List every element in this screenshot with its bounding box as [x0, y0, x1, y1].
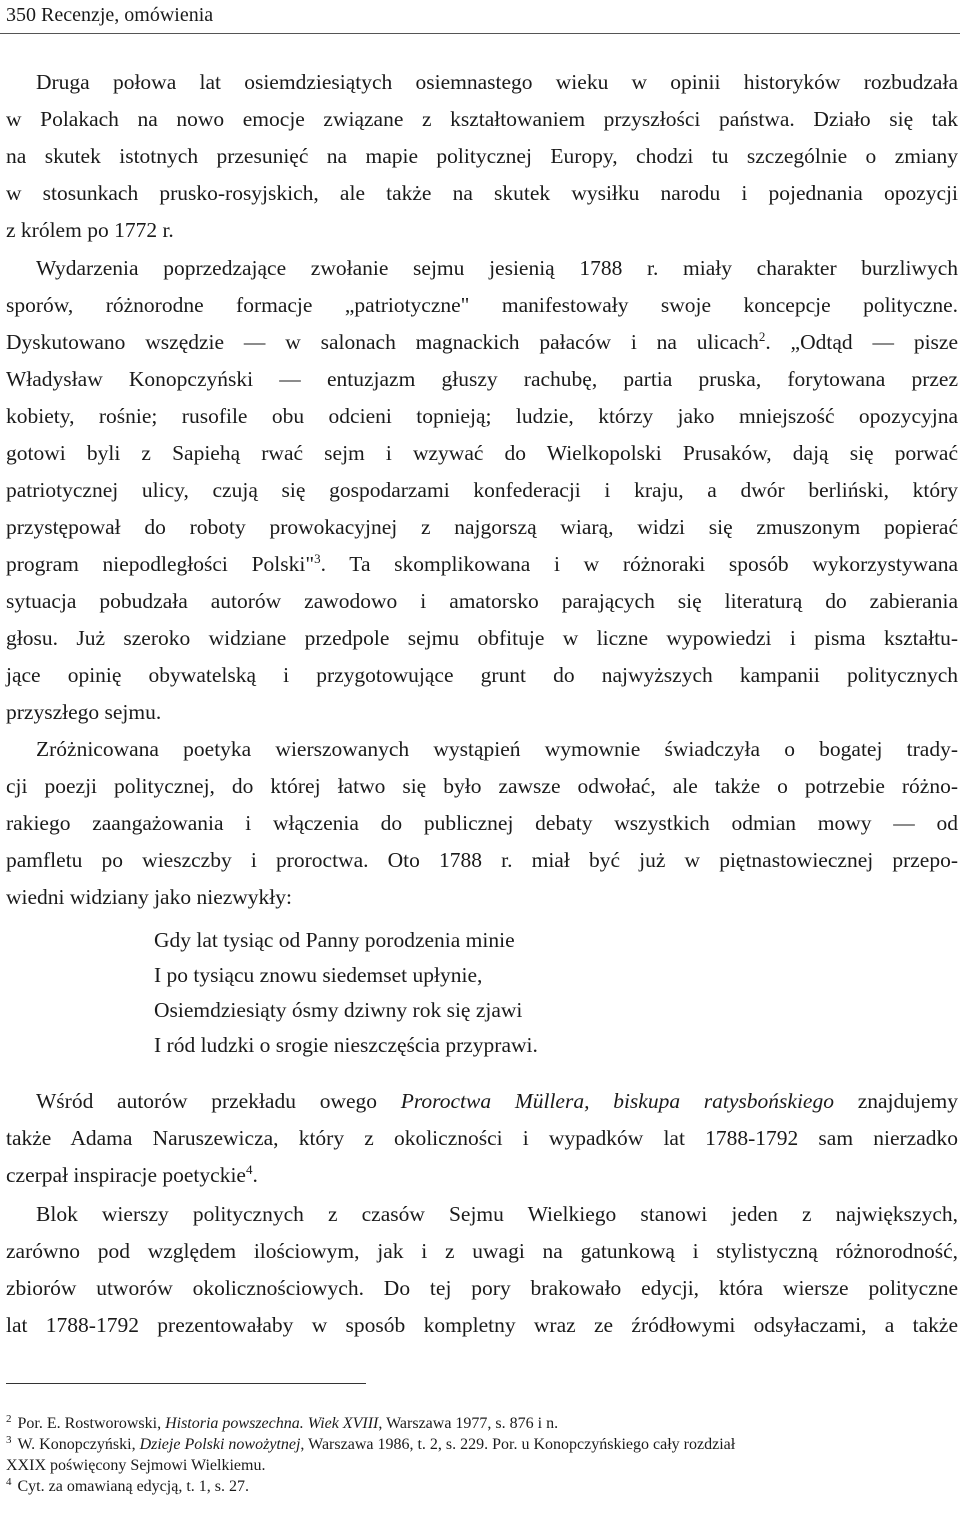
verse-line: Osiemdziesiąty ósmy dziwny rok się zjawi: [154, 998, 523, 1022]
paragraph-2: [6, 250, 958, 731]
footnote-mark: 3: [6, 1433, 12, 1446]
text-line: wiedni widziany jako niezwykły:: [6, 885, 292, 909]
verse-line: I po tysiącu znowu siedemset upłynie,: [154, 963, 483, 987]
text-line: w Polakach na nowo emocje związane z kształtowaniem przyszłości państwa. Działo się tak: [6, 107, 958, 131]
text-span: program niepodległości Polski": [6, 552, 315, 576]
text-line: [6, 1083, 958, 1120]
paragraph-1: [6, 64, 958, 249]
text-line: jące opinię obywatelską i przygotowujące grunt do najwyższych kampanii politycznych: [6, 663, 958, 687]
text-line: Zróżnicowana poetyka wierszowanych wystąpień wymownie świadczyła o bogatej trady-: [36, 737, 958, 761]
text-span: . Ta skomplikowana i w różnoraki sposób wykorzystywana: [320, 552, 958, 576]
footnote-mark: 4: [6, 1475, 12, 1488]
footnote-ref: 4: [245, 1161, 253, 1177]
text-line: gotowi byli z Sapiehą rwać sejm i wzywać do Wielkopolski Prusaków, dają się porwać: [6, 441, 958, 465]
text-line: Druga połowa lat osiemdziesiątych osiemnastego wieku w opinii historyków rozbudzała: [36, 70, 958, 94]
text-span: czerpał inspiracje poetyckie: [6, 1163, 246, 1187]
verse-line: Gdy lat tysiąc od Panny porodzenia minie: [154, 928, 515, 952]
footnote-3-continuation: XXIX poświęcony Sejmowi Wielkiemu.: [6, 1457, 266, 1474]
text-span: znajdujemy: [833, 1089, 958, 1113]
text-line: zbiorów utworów okolicznościowych. Do tej pory brakowało edycji, która wiersze polityczne: [6, 1276, 958, 1300]
footnote-rule: [6, 1383, 366, 1384]
text-line: przyszłego sejmu.: [6, 700, 162, 724]
verse-line: I ród ludzki o srogie nieszczęścia przyprawi.: [154, 1033, 538, 1057]
text-line: sytuacja pobudzała autorów zawodowo i amatorsko parających się literaturą do zabierania: [6, 589, 958, 613]
header-rule: [0, 33, 960, 34]
text-line: w stosunkach prusko-rosyjskich, ale także na skutek wysiłku narodu i pojednania opozycji: [6, 181, 958, 205]
title-italic: Historia powszechna. Wiek XVIII: [165, 1415, 379, 1432]
text-line: głosu. Już szeroko widziane przedpole sejmu obfituje w liczne wypowiedzi i pisma kształtu-: [6, 626, 958, 650]
text-line: patriotycznej ulicy, czują się gospodarzami konfederacji i kraju, a dwór berliński, który: [6, 478, 958, 502]
running-header: [6, 4, 213, 27]
text-line: lat 1788-1792 prezentowałaby w sposób kompletny wraz ze źródłowymi odsyłaczami, a także: [6, 1313, 958, 1337]
footnote-2: [6, 1413, 958, 1434]
text-line: także Adama Naruszewicza, który z okoliczności i wypadków lat 1788-1792 sam nierzadko: [6, 1126, 958, 1150]
text-span: .: [252, 1163, 258, 1187]
text-line: na skutek istotnych przesunięć na mapie politycznej Europy, chodzi tu szczególnie o zmiany: [6, 144, 958, 168]
text-line: [6, 1157, 958, 1194]
verse-quote: [154, 923, 538, 1063]
footnote-ref: 2: [758, 328, 766, 344]
footnotes: [6, 1413, 958, 1497]
text-line: Blok wierszy politycznych z czasów Sejmu Wielkiego stanowi jeden z największych,: [36, 1202, 958, 1226]
text-span: Por. E. Rostworowski,: [17, 1415, 166, 1432]
footnote-ref: 3: [314, 550, 321, 566]
text-line: cji poezji politycznej, do której łatwo się było zawsze odwołać, ale także o potrzebie różno-: [6, 774, 958, 798]
text-line: [6, 324, 958, 361]
title-italic: Proroctwa Müllera, biskupa ratysbońskiego: [400, 1089, 834, 1113]
text-line: kobiety, rośnie; rusofile obu odcieni topnieją; ludzie, którzy jako mniejszość opozycyjna: [6, 404, 958, 428]
text-line: przystępował do roboty prowokacyjnej z najgorszą wiarą, widzi się zmuszonym popierać: [6, 515, 958, 539]
paragraph-4: [6, 1083, 958, 1194]
page-number: 350: [6, 4, 36, 26]
paragraph-3: [6, 731, 958, 916]
text-span: Cyt. za omawianą edycją, t. 1, s. 27.: [17, 1478, 249, 1495]
footnote-mark: 2: [6, 1412, 12, 1425]
paragraph-5: [6, 1196, 958, 1344]
text-line: sporów, różnorodne formacje „patriotyczne" manifestowały swoje koncepcje polityczne.: [6, 293, 958, 317]
title-italic: Dzieje Polski nowożytnej: [139, 1436, 301, 1453]
text-span: , Warszawa 1986, t. 2, s. 229. Por. u Konopczyńskiego cały rozdział: [300, 1436, 736, 1453]
text-line: rakiego zaangażowania i włączenia do publicznej debaty wszystkich odmian mowy — od: [6, 811, 958, 835]
section-title: Recenzje, omówienia: [41, 4, 214, 26]
text-span: W. Konopczyński,: [17, 1436, 140, 1453]
footnote-4: [6, 1476, 958, 1497]
text-line: z królem po 1772 r.: [6, 218, 174, 242]
text-line: [6, 546, 958, 583]
text-span: . „Odtąd — pisze: [765, 330, 958, 354]
text-line: Władysław Konopczyński — entuzjazm głuszy rachubę, partia pruska, forytowana przez: [6, 367, 958, 391]
text-line: Wydarzenia poprzedzające zwołanie sejmu jesienią 1788 r. miały charakter burzliwych: [36, 256, 958, 280]
text-span: Dyskutowano wszędzie — w salonach magnackich pałaców i na ulicach: [6, 330, 759, 354]
text-line: pamfletu po wieszczby i proroctwa. Oto 1788 r. miał być już w piętnastowiecznej przepo-: [6, 848, 958, 872]
text-span: , Warszawa 1977, s. 876 i n.: [378, 1415, 559, 1432]
text-span: Wśród autorów przekładu owego: [36, 1089, 401, 1113]
text-line: zarówno pod względem ilościowym, jak i z uwagi na gatunkową i stylistyczną różnorodność,: [6, 1239, 958, 1263]
footnote-3: [6, 1434, 958, 1455]
